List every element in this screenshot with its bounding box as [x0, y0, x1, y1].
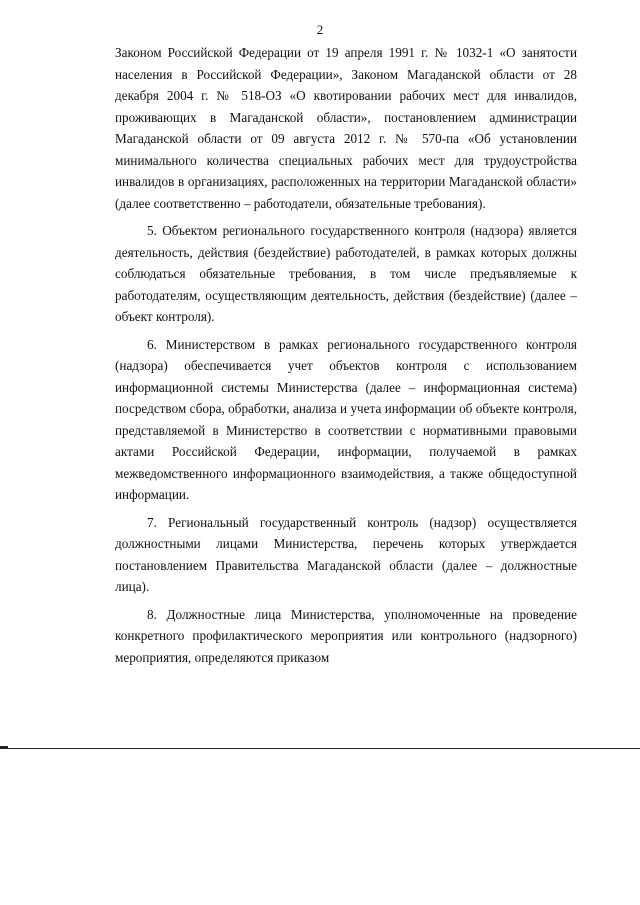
paragraph-8: 8. Должностные лица Министерства, уполномоченные на проведение конкретного профилактического мероприятия или контрольного (надзорного) мероприятия, определяются приказом [115, 606, 577, 665]
paragraph-continuation: Законом Российской Федерации от 19 апреля 1991 г. № 1032-1 «О занятости населения в Российской Федерации», Законом Магаданской области от 28 декабря 2004 г. № 518-ОЗ «О квотировании рабочих мест для инвалидов, проживающих в Магаданской области», постановлением администрации Магаданской области от 09 августа 2012 г. № 570-па «Об установлении минимального количества специальных рабочих мест для трудоустройства инвалидов в организациях, расположенных на территории Магаданской области» (далее соответственно – работодатели, обязательные требования). [115, 45, 577, 211]
document-body [115, 42, 577, 674]
paragraph-5: 5. Объектом регионального государственного контроля (надзора) является деятельность, действия (бездействие) работодателей, в рамках которых должны соблюдаться обязательные требования, в том числе предъявляемые к работодателям, осуществляющим деятельность, действия (бездействие) (далее – объект контроля). [115, 223, 577, 324]
page-number: 2 [316, 22, 324, 37]
paragraph-6: 6. Министерством в рамках регионального государственного контроля (надзора) обеспечивается учет объектов контроля с использованием информационной системы Министерства (далее – информационная система) посредством сбора, обработки, анализа и учета информации об объекте контроля, представляемой в Министерство в соответствии с нормативными правовыми актами Российской Федерации, информации, получаемой в рамках межведомственного информационного взаимодействия, а также общедоступной информации. [115, 336, 577, 502]
bottom-divider-line [0, 748, 640, 749]
paragraph-7: 7. Региональный государственный контроль (надзор) осуществляется должностными лицами Министерства, перечень которых утверждается постановлением Правительства Магаданской области (далее – должностные лица). [115, 514, 577, 594]
